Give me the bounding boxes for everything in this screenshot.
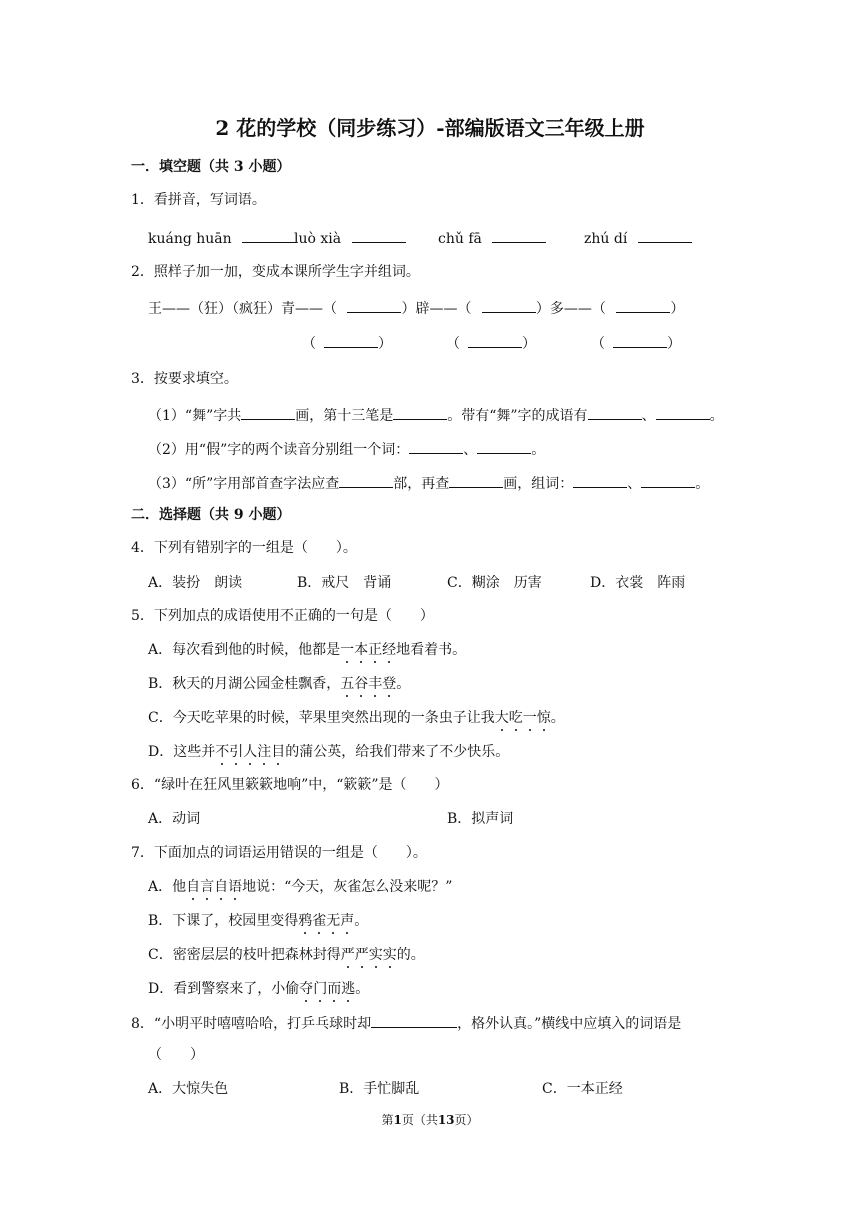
answer-blank[interactable]: [242, 230, 296, 243]
question-4-option-d[interactable]: D．衣裳 阵雨: [590, 575, 686, 591]
pinyin-label: zhú dí: [584, 231, 628, 247]
question-2-stem: 2．照样子加一加，变成本课所学生字并组词。: [131, 264, 420, 280]
question-2-row-1: 王——（狂）（疯狂）青——（ ）辟——（ ）多——（ ）: [148, 301, 685, 317]
question-1-item-4: [584, 230, 692, 246]
answer-blank[interactable]: [613, 335, 667, 348]
question-4-stem: 4．下列有错别字的一组是（ ）。: [131, 540, 357, 556]
answer-blank[interactable]: [588, 407, 642, 420]
page-title: 2 花的学校（同步练习）-部编版语文三年级上册: [215, 116, 645, 140]
question-5-option-c[interactable]: C．今天吃苹果的时候，苹果里突然出现的一条虫子让我大吃一惊。: [148, 710, 565, 726]
answer-blank[interactable]: [347, 300, 401, 313]
question-8-stem: 8．“小明平时嘻嘻哈哈，打乒乓球时却 ，格外认真。”横线中应填入的词语是: [131, 1016, 682, 1032]
answer-blank[interactable]: [573, 475, 627, 488]
question-6-option-a[interactable]: A．动词: [148, 811, 201, 827]
answer-blank[interactable]: [656, 407, 710, 420]
answer-blank[interactable]: [393, 407, 447, 420]
question-8-answer-paren[interactable]: （ ）: [148, 1047, 204, 1063]
question-8-option-c[interactable]: C．一本正经: [542, 1081, 623, 1097]
question-3-stem: 3．按要求填空。: [131, 371, 238, 387]
answer-blank[interactable]: [641, 475, 695, 488]
current-page-number: 1: [393, 1113, 402, 1127]
question-4-option-a[interactable]: A．装扮 朗读: [148, 575, 243, 591]
question-8-option-a[interactable]: A．大惊失色: [148, 1081, 229, 1097]
question-5-option-b[interactable]: B．秋天的月湖公园金桂飘香，五谷丰登。: [148, 676, 411, 692]
question-6-option-b[interactable]: B．拟声词: [447, 811, 514, 827]
section-heading-choice: 二．选择题（共 9 小题）: [131, 507, 291, 523]
answer-blank[interactable]: [468, 335, 522, 348]
question-7-option-a[interactable]: A．他自言自语地说：“今天，灰雀怎么没来呢？”: [148, 879, 453, 895]
question-5-stem: 5．下列加点的成语使用不正确的一句是（ ）: [131, 608, 434, 624]
question-7-option-d[interactable]: D．看到警察来了，小偷夺门而逃。: [148, 981, 370, 997]
question-2-word-slot-3: （ ）: [591, 336, 681, 352]
question-4-option-c[interactable]: C．糊涂 历害: [447, 575, 542, 591]
question-1-item-2: [294, 230, 406, 246]
question-5-option-a[interactable]: A．每次看到他的时候，他都是一本正经地看着书。: [148, 642, 467, 658]
question-7-stem: 7．下面加点的词语运用错误的一组是（ ）。: [131, 845, 427, 861]
answer-blank[interactable]: [616, 300, 670, 313]
item-label: 多——（: [549, 301, 606, 317]
answer-blank[interactable]: [409, 441, 463, 454]
question-7-option-c[interactable]: C．密密层层的枝叶把森林封得严严实实的。: [148, 947, 425, 963]
total-page-number: 13: [437, 1113, 455, 1127]
pinyin-label: kuáng huān: [148, 231, 232, 247]
answer-blank[interactable]: [241, 407, 295, 420]
question-1-item-1: [148, 230, 296, 246]
question-6-stem: 6．“绿叶在狂风里簌簌地响”中，“簌簌”是（ ）: [131, 777, 449, 793]
question-2-word-slot-2: （ ）: [446, 336, 536, 352]
answer-blank[interactable]: [371, 1015, 457, 1028]
question-3-part-1: （1）“舞”字共 画，第十三笔是 。带有“舞”字的成语有 、 。: [148, 408, 724, 424]
item-label: 青——（: [281, 301, 337, 317]
pinyin-label: chǔ fā: [438, 231, 482, 247]
answer-blank[interactable]: [324, 335, 378, 348]
question-1-stem: 1．看拼音，写词语。: [131, 192, 266, 208]
question-1-item-3: [438, 230, 546, 246]
item-label: 辟——（: [415, 301, 472, 317]
example: 王——（狂）（疯狂）: [148, 301, 281, 317]
question-7-option-b[interactable]: B．下课了，校园里变得鸦雀无声。: [148, 913, 369, 929]
question-4-option-b[interactable]: B．戒尺 背诵: [297, 575, 392, 591]
pinyin-label: luò xià: [294, 231, 342, 247]
answer-blank[interactable]: [482, 300, 536, 313]
question-3-part-2: （2）用“假”字的两个读音分别组一个词： 、 。: [148, 442, 546, 458]
answer-blank[interactable]: [638, 230, 692, 243]
question-8-option-b[interactable]: B．手忙脚乱: [339, 1081, 420, 1097]
answer-blank[interactable]: [492, 230, 546, 243]
question-3-part-3: （3）“所”字用部首查字法应查 部，再查 画，组词： 、 。: [148, 476, 710, 492]
section-heading-fill-in: 一．填空题（共 3 小题）: [131, 159, 291, 175]
answer-blank[interactable]: [449, 475, 503, 488]
page-footer: 第1页（共13页）: [381, 1113, 479, 1127]
question-2-word-slot-1: （ ）: [302, 336, 392, 352]
answer-blank[interactable]: [477, 441, 531, 454]
question-5-option-d[interactable]: D．这些并不引人注目的蒲公英，给我们带来了不少快乐。: [148, 744, 510, 760]
answer-blank[interactable]: [352, 230, 406, 243]
answer-blank[interactable]: [339, 475, 393, 488]
